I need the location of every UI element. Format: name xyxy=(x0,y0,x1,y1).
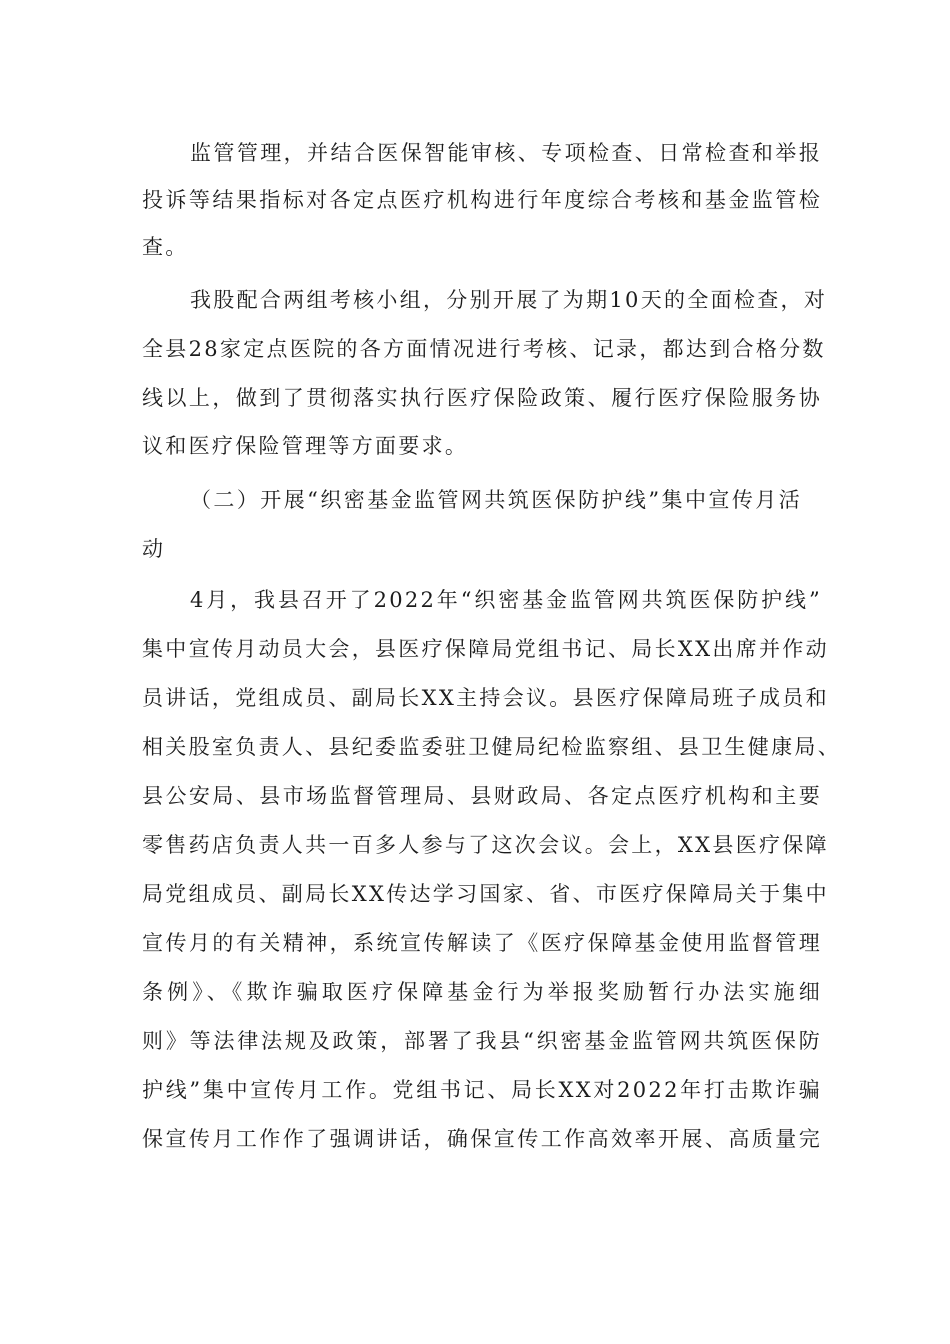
paragraph-2-line-3: 线以上，做到了贯彻落实执行医疗保险政策、履行医疗保险服务协 xyxy=(142,386,822,410)
paragraph-4-line-9: 条例》、《欺诈骗取医疗保障基金行为举报奖励暂行办法实施细 xyxy=(142,980,822,1004)
paragraph-1-line-1: 监管管理，并结合医保智能审核、专项检查、日常检查和举报 xyxy=(190,141,822,165)
paragraph-4-line-11: 护线”集中宣传月工作。党组书记、局长XX对2022年打击欺诈骗 xyxy=(142,1078,822,1102)
paragraph-4-line-8: 宣传月的有关精神，系统宣传解读了《医疗保障基金使用监督管理 xyxy=(142,931,822,955)
paragraph-2-line-4: 议和医疗保险管理等方面要求。 xyxy=(142,434,469,458)
paragraph-4-line-2: 集中宣传月动员大会，县医疗保障局党组书记、局长XX出席并作动 xyxy=(142,637,829,661)
paragraph-1-line-3: 查。 xyxy=(142,235,189,259)
paragraph-4-line-1: 4月，我县召开了2022年“织密基金监管网共筑医保防护线” xyxy=(190,588,822,612)
paragraph-2-line-1: 我股配合两组考核小组，分别开展了为期10天的全面检查，对 xyxy=(190,288,828,312)
paragraph-4-line-6: 零售药店负责人共一百多人参与了这次会议。会上，XX县医疗保障 xyxy=(142,833,829,857)
paragraph-2-line-2: 全县28家定点医院的各方面情况进行考核、记录，都达到合格分数 xyxy=(142,337,826,361)
paragraph-4-line-10: 则》等法律法规及政策，部署了我县“织密基金监管网共筑医保防 xyxy=(142,1029,822,1053)
paragraph-4-line-4: 相关股室负责人、县纪委监委驻卫健局纪检监察组、县卫生健康局、 xyxy=(142,735,841,759)
section-heading-line-1: （二）开展“织密基金监管网共筑医保防护线”集中宣传月活 xyxy=(190,488,802,512)
section-heading-line-2: 动 xyxy=(142,537,166,561)
paragraph-4-line-3: 员讲话，党组成员、副局长XX主持会议。县医疗保障局班子成员和 xyxy=(142,686,829,710)
paragraph-4-line-7: 局党组成员、副局长XX传达学习国家、省、市医疗保障局关于集中 xyxy=(142,882,829,906)
paragraph-1-line-2: 投诉等结果指标对各定点医疗机构进行年度综合考核和基金监管检 xyxy=(142,188,822,212)
paragraph-4-line-5: 县公安局、县市场监督管理局、县财政局、各定点医疗机构和主要 xyxy=(142,784,822,808)
paragraph-4-line-12: 保宣传月工作作了强调讲话，确保宣传工作高效率开展、高质量完 xyxy=(142,1127,822,1151)
